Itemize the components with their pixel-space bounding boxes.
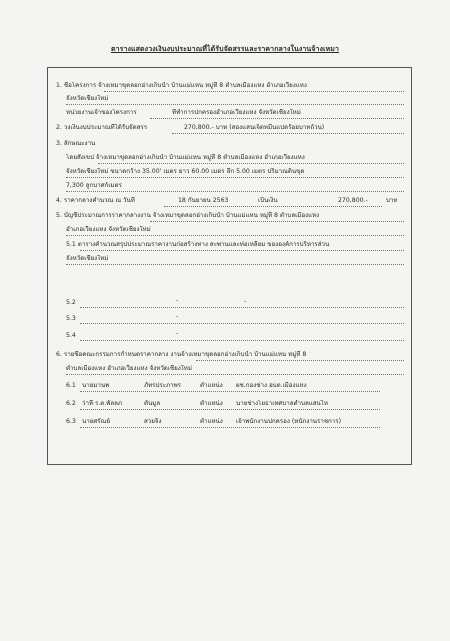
dotted-line [66, 104, 404, 105]
member-name: นายศรัณย์ [82, 418, 110, 425]
item5-sub2-dash2: - [244, 298, 247, 305]
item1-line2: จังหวัดเชียงใหม่ [66, 95, 109, 102]
member-position: ผช.กองช่าง อบต.เมืองแหง [236, 382, 307, 389]
item5-sub2: 5.2 [66, 299, 76, 306]
member-no: 6.2 [66, 400, 76, 407]
member-position: เจ้าพนักงานปกครอง (หนักงานราชการ) [236, 418, 341, 425]
dotted-line [98, 163, 404, 164]
dotted-line [66, 177, 404, 178]
agency-label: หน่วยงานเจ้าของโครงการ [66, 109, 137, 116]
dotted-line [80, 391, 380, 392]
agency-value: ที่ทำการปกครองอำเภอเวียงแหง จังหวัดเชียงใหม่ [172, 109, 301, 116]
dotted-line [80, 340, 404, 341]
member-no: 6.1 [66, 382, 76, 389]
dotted-line [66, 235, 404, 236]
item5-sub3: 5.3 [66, 315, 76, 322]
member-surname: ภัทรประภาพร [144, 382, 182, 389]
item4-unit: บาท [386, 197, 398, 204]
dotted-line [66, 374, 404, 375]
member-surname: ตั้นมูล [144, 400, 161, 407]
dotted-line [172, 133, 404, 134]
item4-mid: เป็นเงิน [258, 197, 278, 204]
item5-sub1-line1: 5.1 ตารางคำนวณสรุปประมาณราคางานก่อสร้างทาง สะพานและท่อเหลี่ยม ขององค์การบริหารส่วน [66, 241, 330, 248]
dotted-line [80, 323, 404, 324]
dotted-line [80, 250, 404, 251]
item5-line2: อำเภอเวียงแหง จังหวัดเชียงใหม่ [66, 226, 151, 233]
member-position-label: ตำแหน่ง [200, 382, 223, 389]
dotted-line [104, 91, 404, 92]
member-name: ว่าที่ ร.ต.พัลลภ [82, 400, 123, 407]
item3-label: 3. ลักษณะงาน [56, 140, 96, 147]
item6-line1: 6. รายชื่อคณะกรรมการกำหนดราคากลาง งานจ้างเหมาขุดลอกอ่างเก็บน้ำ บ้านแม่แหน หมู่ที่ 8 [56, 351, 307, 358]
member-surname: สวยจิ้ง [144, 418, 162, 425]
item2-label: 2. วงเงินงบประมาณที่ได้รับจัดสรร [56, 124, 148, 131]
page-title: ตารางแสดงวงเงินงบประมาณที่ได้รับจัดสรรและราคากลางในงานจ้างเหมา [110, 45, 340, 53]
dotted-line [150, 118, 404, 119]
member-no: 6.3 [66, 418, 76, 425]
item5-sub4-dash: - [176, 330, 179, 337]
item5-sub4: 5.4 [66, 332, 76, 339]
item3-line2: จังหวัดเชียงใหม่ ขนาดกว้าง 35.00' เมตร ยาว 60.00 เมตร ลึก 5.00 เมตร ปริมาณดินขุด [66, 168, 305, 175]
item1-line1: 1. ชื่อโครงการ จ้างเหมาขุดลอกอ่างเก็บน้ำ บ้านแม่แหน หมู่ที่ 8 ตำบลเมืองแหง อำเภอเวียงแหง [56, 82, 307, 89]
item4-label: 4. ราคากลางคำนวณ ณ วันที่ [56, 197, 135, 204]
item5-line1: 5. บัญชีประมาณการราคากลางงาน จ้างเหมาขุดลอกอ่างเก็บน้ำ บ้านแม่แหน หมู่ที่ 8 ตำบลเมืองแหง [56, 212, 320, 219]
dotted-line [66, 191, 404, 192]
dotted-line [196, 360, 404, 361]
item2-value: 270,800.- บาท (สองแสนเจ็ดหมื่นแปดร้อยบาทถ้วน) [184, 124, 325, 131]
item5-sub1-line2: จังหวัดเชียงใหม่ [66, 255, 109, 262]
item5-sub3-dash: - [176, 313, 179, 320]
dotted-line [80, 307, 404, 308]
item3-line1: โดยสังเขป จ้างเหมาขุดลอกอ่างเก็บน้ำ บ้านแม่แหน หมู่ที่ 8 ตำบลเมืองแหง อำเภอเวียงแหง [66, 154, 305, 161]
dotted-line [66, 264, 404, 265]
member-position-label: ตำแหน่ง [200, 418, 223, 425]
item6-line2: ตำบลเมืองแหง อำเภอเวียงแหง จังหวัดเชียงใหม่ [66, 365, 192, 372]
item4-amount: 270,800.- [338, 197, 368, 204]
member-position: นายช่างโยธาเทศบาลตำบลแสนไห [236, 400, 328, 407]
item5-sub2-dash: - [176, 297, 179, 304]
dotted-line [80, 409, 380, 410]
dotted-line [150, 221, 404, 222]
dotted-line [80, 427, 380, 428]
member-position-label: ตำแหน่ง [200, 400, 223, 407]
item4-date: 18 กันยายน 2563 [178, 197, 229, 204]
dotted-line [164, 206, 382, 207]
member-name: นายมานพ [82, 382, 110, 389]
item3-line3: 7,300 ลูกบาศก์เมตร [66, 182, 122, 189]
